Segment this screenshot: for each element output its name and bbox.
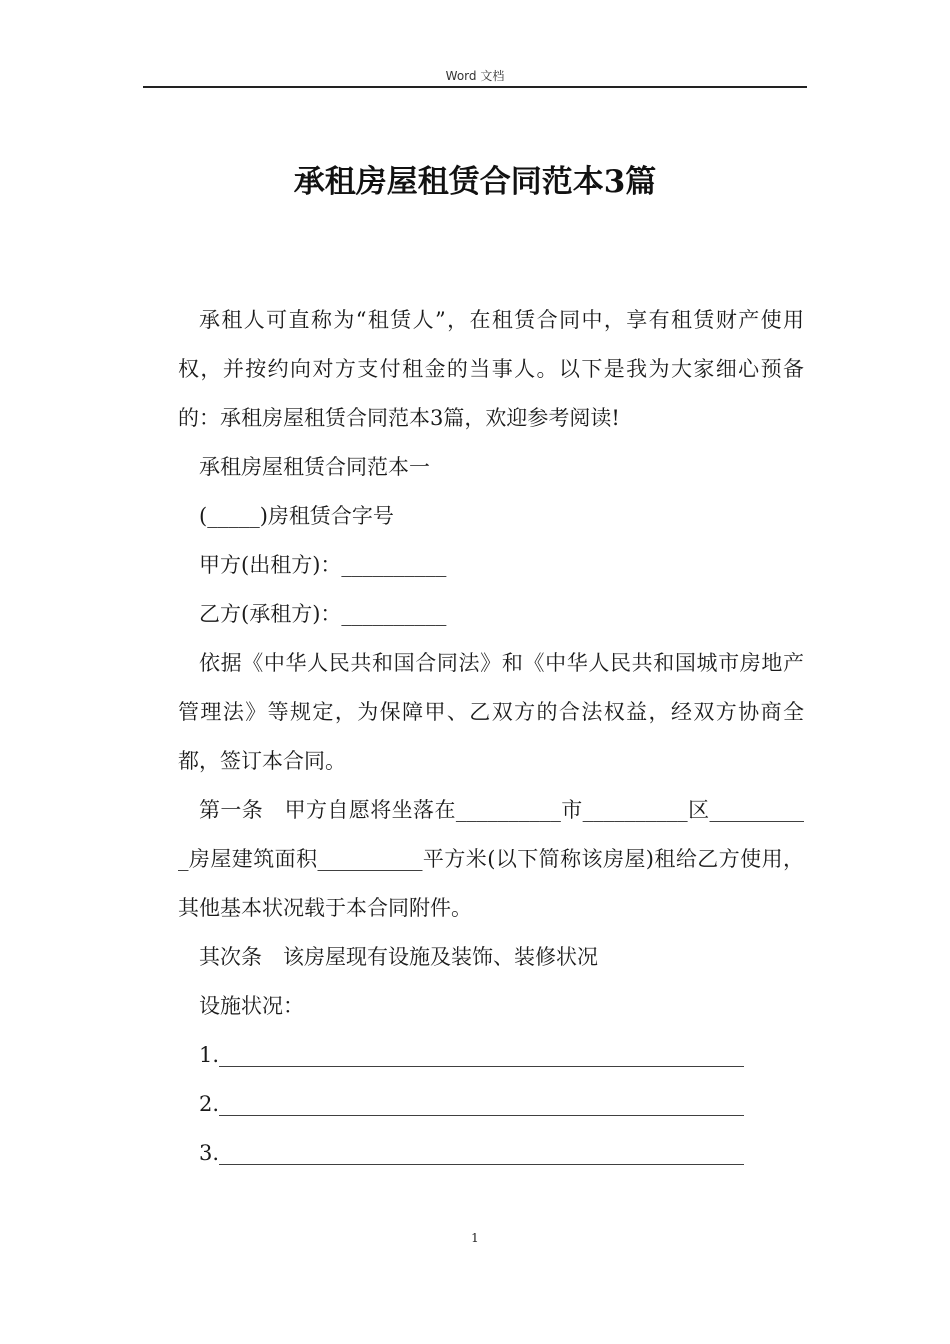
facility-item-3: 3.__________________________________________________ (199, 1141, 745, 1165)
legal-basis-paragraph: 依据《中华人民共和国合同法》和《中华人民共和国城市房地产管理法》等规定，为保障甲、乙双方的合法权益，经双方协商全都，签订本合同。 (178, 651, 804, 773)
facility-item-2: 2.__________________________________________________ (199, 1092, 745, 1116)
page-number: 1 (471, 1231, 479, 1245)
intro-paragraph: 承租人可直称为“租赁人”，在租赁合同中，享有租赁财产使用权，并按约向对方支付租金的当事人。以下是我为大家细心预备的：承租房屋租赁合同范本3篇，欢迎参考阅读! (178, 308, 804, 430)
party-a-line: 甲方(出租方)：__________ (199, 553, 447, 577)
article-one-paragraph: 第一条 甲方自愿将坐落在__________市__________区__________房屋建筑面积__________平方米(以下简称该房屋)租给乙方使用，其他基本状况载于本合同附件。 (178, 798, 804, 920)
header-divider (143, 86, 807, 88)
facility-item-1: 1.__________________________________________________ (199, 1043, 745, 1067)
contract-number-line: (_____)房租赁合字号 (199, 504, 394, 528)
document-header-label: Word 文档 (445, 69, 505, 83)
party-b-line: 乙方(承租方)：__________ (199, 602, 447, 626)
document-title: 承租房屋租赁合同范本3篇 (293, 164, 657, 200)
section-heading: 承租房屋租赁合同范本一 (199, 455, 430, 479)
article-two-paragraph: 其次条 该房屋现有设施及装饰、装修状况 (199, 945, 598, 969)
facilities-label: 设施状况： (199, 994, 304, 1018)
document-body (178, 296, 804, 1178)
